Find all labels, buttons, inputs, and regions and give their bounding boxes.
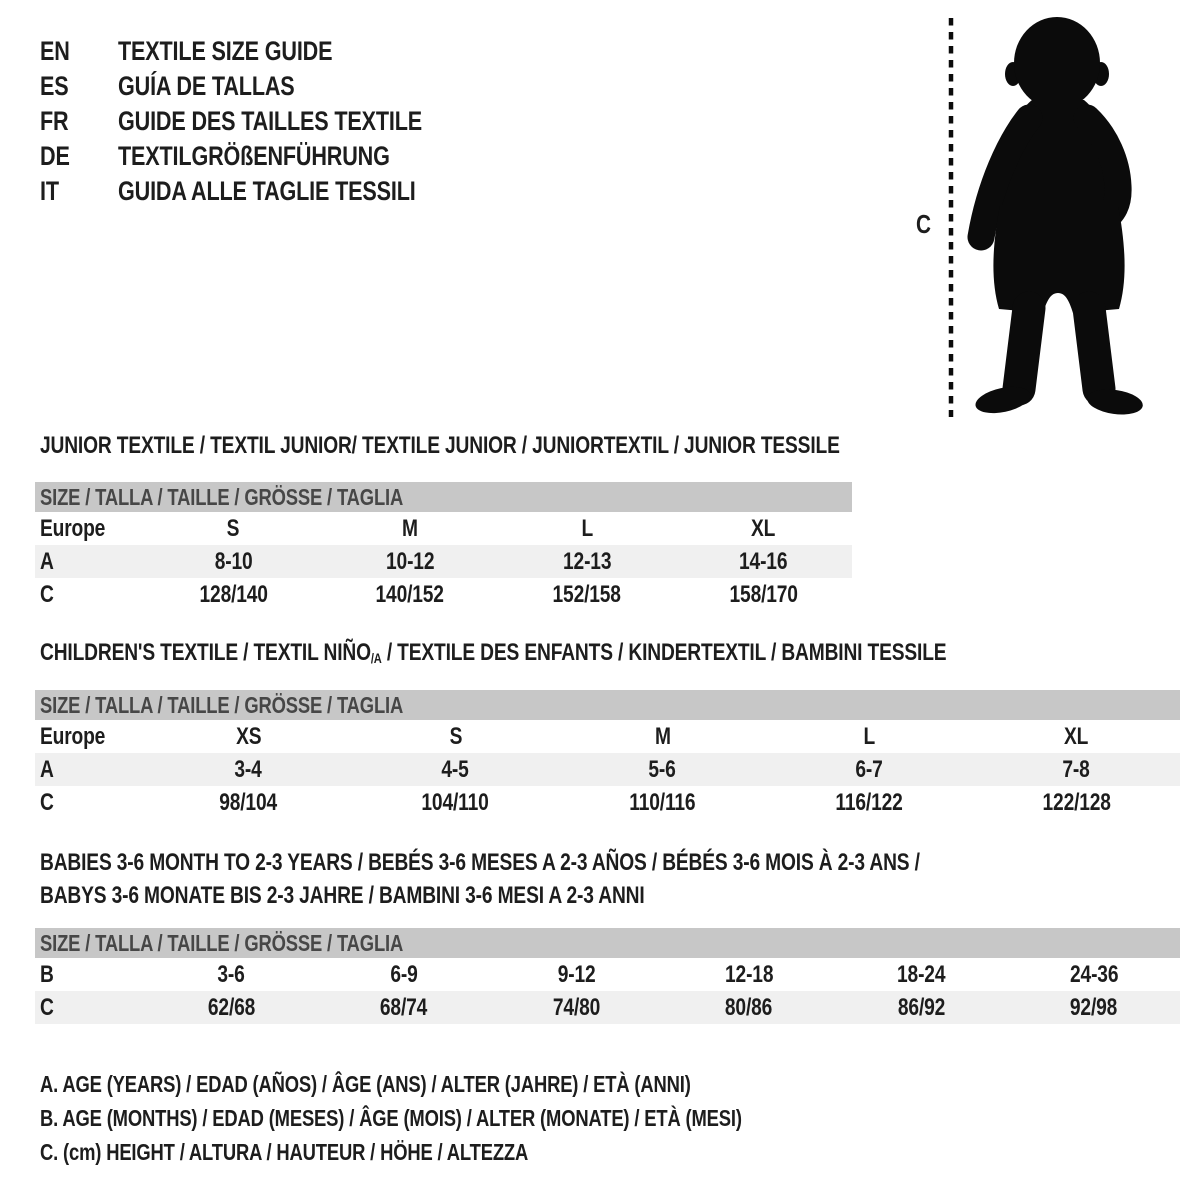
size-header-bar: SIZE / TALLA / TAILLE / GRÖSSE / TAGLIA: [35, 928, 1180, 958]
size-header-bar: SIZE / TALLA / TAILLE / GRÖSSE / TAGLIA: [35, 690, 1180, 720]
lang-code: FR: [40, 106, 69, 136]
size-cell: XL: [1064, 722, 1089, 750]
size-cell: 12-13: [499, 545, 676, 578]
size-cell: 4-5: [352, 753, 559, 786]
table-row: [35, 512, 852, 545]
size-cell: 5-6: [559, 753, 766, 786]
size-cell: 62/68: [145, 991, 318, 1024]
row-label-cell: C: [35, 991, 145, 1024]
lang-code: IT: [40, 176, 59, 206]
lang-row: [40, 69, 498, 104]
legend-line-a: A. AGE (YEARS) / EDAD (AÑOS) / ÂGE (ANS) / ALTER (JAHRE) / ETÀ (ANNI): [40, 1071, 691, 1097]
size-cell: 68/74: [318, 991, 491, 1024]
size-cell: 110/116: [629, 788, 696, 816]
size-cell: 7-8: [973, 753, 1180, 786]
legend: [40, 1067, 917, 1169]
junior-size-table: [35, 482, 852, 611]
size-cell: 158/170: [729, 580, 798, 608]
size-cell: S: [227, 514, 240, 542]
size-cell: 80/86: [663, 991, 836, 1024]
size-cell: 6-9: [390, 960, 418, 988]
size-cell: 18-24: [897, 960, 946, 988]
size-cell: L: [863, 722, 876, 750]
size-cell: 10-12: [322, 545, 499, 578]
legend-line-c: C. (cm) HEIGHT / ALTURA / HAUTEUR / HÖHE / ALTEZZA: [40, 1139, 529, 1165]
size-cell: M: [402, 514, 419, 542]
lang-row: [40, 34, 498, 69]
lang-label: TEXTILE SIZE GUIDE: [118, 36, 333, 66]
table-row: [35, 958, 1180, 991]
size-cell: 116/122: [835, 788, 904, 816]
size-cell: 9-12: [557, 960, 596, 988]
row-label-cell: A: [35, 545, 145, 578]
size-cell: L: [581, 514, 593, 542]
lang-label: GUIDA ALLE TAGLIE TESSILI: [118, 176, 416, 206]
lang-label: TEXTILGRÖßENFÜHRUNG: [118, 141, 390, 171]
size-cell: 92/98: [1008, 991, 1181, 1024]
size-cell: M: [654, 722, 671, 750]
row-label-cell: Europe: [40, 514, 106, 542]
babies-section-title: BABIES 3-6 MONTH TO 2-3 YEARS / BEBÉS 3-6 MESES A 2-3 AÑOS / BÉBÉS 3-6 MOIS À 2-3 ANS / BABYS 3-6 MONATE BIS 2-3 JAHRE / BAMBINI 3-6 MESI A 2-3 ANNI: [40, 849, 920, 909]
size-figure: [880, 0, 1200, 430]
size-cell: 8-10: [145, 545, 322, 578]
size-cell: 104/110: [421, 788, 490, 816]
size-cell: 86/92: [835, 991, 1008, 1024]
size-cell: 74/80: [490, 991, 663, 1024]
lang-code: EN: [40, 36, 70, 66]
table-row: [35, 578, 852, 611]
size-cell: 14-16: [675, 545, 852, 578]
table-row: [35, 991, 1180, 1024]
children-section-title: CHILDREN'S TEXTILE / TEXTIL NIÑO/A / TEXTILE DES ENFANTS / KINDERTEXTIL / BAMBINI TESSILE: [40, 639, 947, 666]
language-guide-list: [40, 34, 498, 209]
size-cell: 122/128: [1042, 788, 1111, 816]
legend-line-b: B. AGE (MONTHS) / EDAD (MESES) / ÂGE (MOIS) / ALTER (MONATE) / ETÀ (MESI): [40, 1105, 742, 1131]
size-cell: 140/152: [375, 580, 445, 608]
table-row: [35, 545, 852, 578]
junior-section-title: JUNIOR TEXTILE / TEXTIL JUNIOR/ TEXTILE JUNIOR / JUNIORTEXTIL / JUNIOR TESSILE: [40, 432, 840, 459]
size-cell: XS: [235, 722, 262, 750]
size-cell: 12-18: [724, 960, 773, 988]
size-cell: 3-4: [145, 753, 352, 786]
size-header-bar: SIZE / TALLA / TAILLE / GRÖSSE / TAGLIA: [35, 482, 852, 512]
size-cell: 6-7: [766, 753, 973, 786]
table-row: [35, 753, 1180, 786]
babies-size-table: [35, 928, 1180, 1024]
lang-label: GUIDE DES TAILLES TEXTILE: [118, 106, 423, 136]
row-label-cell: Europe: [40, 722, 106, 750]
size-cell: XL: [751, 514, 776, 542]
row-label-cell: B: [40, 960, 54, 988]
toddler-silhouette: [973, 17, 1144, 418]
lang-code: DE: [40, 141, 70, 171]
size-cell: 128/140: [199, 580, 268, 608]
table-row: [35, 720, 1180, 753]
row-label-cell: A: [35, 753, 145, 786]
lang-row: [40, 139, 498, 174]
size-cell: 98/104: [219, 788, 278, 816]
lang-row: [40, 174, 498, 209]
row-label-cell: C: [40, 788, 54, 816]
children-size-table: [35, 690, 1180, 819]
size-cell: S: [449, 722, 462, 750]
figure-label-c: C: [916, 209, 931, 239]
row-label-cell: C: [40, 580, 54, 608]
lang-code: ES: [40, 71, 69, 101]
size-cell: 24-36: [1069, 960, 1118, 988]
lang-label: GUÍA DE TALLAS: [118, 71, 295, 101]
size-cell: 3-6: [217, 960, 245, 988]
lang-row: [40, 104, 498, 139]
table-row: [35, 786, 1180, 819]
size-cell: 152/158: [552, 580, 622, 608]
